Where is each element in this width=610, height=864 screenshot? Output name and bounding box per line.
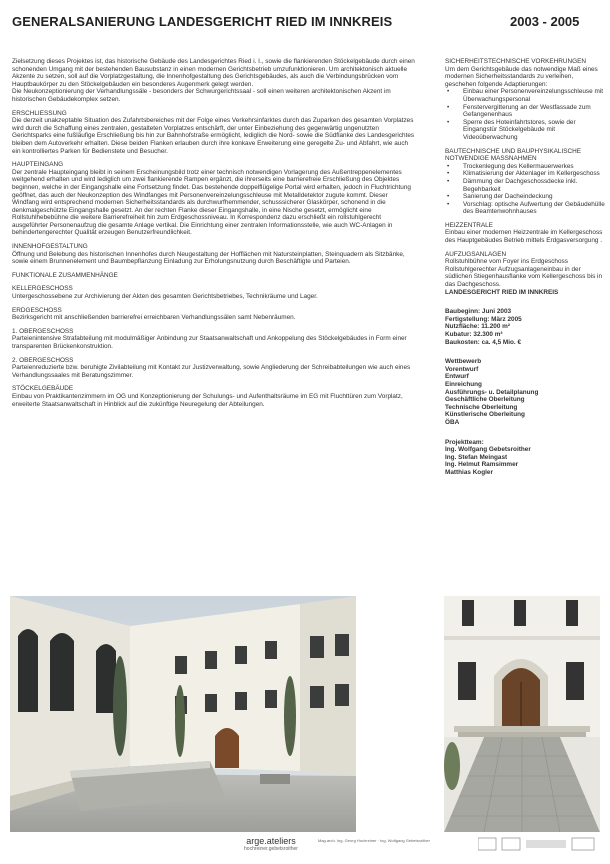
section-2	[12, 243, 416, 266]
left-column	[12, 58, 416, 414]
fact-line: Baukosten: ca. 4,5 Mio. €	[445, 338, 522, 346]
service-item: Geschäftliche Oberleitung	[445, 396, 525, 404]
fact-line: Fertigstellung: März 2005	[445, 315, 522, 323]
team-member: Ing. Stefan Meingast	[445, 453, 508, 461]
section-text: Bezirksgericht mit anschließenden barrierefrei erreichbaren Verhandlungssälen samt Nebenräumen.	[12, 314, 296, 322]
construction-item: • Klimatisierung der Aktenlager im Kellergeschoss	[445, 170, 605, 178]
footer-architects: Mag.arch. Ing. Georg Hochreiner · Ing. Wolfgang Gebetsroither	[318, 838, 430, 843]
safety-heading: SICHERHEITSTECHNISCHE VORKEHRUNGEN	[445, 58, 586, 65]
section-text: Untergeschossebene zur Archivierung der Akten des gesamten Gerichtsbetriebes, Technikräume und Lager.	[12, 293, 318, 301]
safety-item: • Sperre des Hoteinfahrtstores, sowie der Eingangstür Stöckelgebäude mit Videoüberwachung	[445, 119, 605, 142]
section-text: Parteienintensive Strafabteilung mit modulmäßiger Anbindung zur Staatsanwaltschaft und Ankoppelung des Stöckelgebäudes in Form einer transparenten Brückenkonstruktion.	[12, 335, 407, 350]
service-item: Ausführungs- u. Detailplanung	[445, 388, 539, 396]
courtyard-photo	[10, 596, 356, 832]
fact-line: Nutzfläche: 11.200 m²	[445, 323, 510, 331]
section-heading: HAUPTEINGANG	[12, 161, 64, 169]
footer-brand	[236, 836, 306, 852]
team-member: Ing. Helmut Ramsimmer	[445, 461, 519, 469]
section-heading: FUNKTIONALE ZUSAMMENHÄNGE	[12, 271, 118, 279]
section-3	[12, 272, 416, 280]
right-column	[445, 58, 605, 483]
safety-item: • Einbau einer Personenvereinzelungsschleuse mit Überwachungspersonal	[445, 88, 605, 103]
page-title: GENERALSANIERUNG LANDESGERICHT RIED IM INNKREIS	[12, 14, 393, 29]
project-title: LANDESGERICHT RIED IM INNKREIS	[445, 288, 559, 296]
section-text: Öffnung und Belebung des historischen Innenhofes durch Neugestaltung der Hofflächen mit Natursteinplatten, Steinquadern als Sitzbänke, sowie einem Brunnenelement und Baumbepflanzung Einladung zur Erholungsnutzung durch Beschäftigte und Parteien.	[12, 250, 405, 266]
section-text: Einbau von Praktikantenzimmern im OG und Konzeptionierung der Schulungs- und Aufenthaltsräume im EG mit Fluchttüren zum Vorplatz, erweiterte Staatsanwaltschaft in Hinblick auf die zukünftige Neuregelung der Abteilungen.	[12, 392, 403, 408]
section-text: Parteienreduzierte bzw. beruhigte Zivilabteilung mit Kontakt zur Justizverwaltung, sowie Angliederung der Schreibabteilungen wie auch eines Verhandlungssaales mit Beratungszimmer.	[12, 364, 411, 379]
entrance-photo	[444, 596, 600, 832]
section-heading: 1. OBERGESCHOSS	[12, 327, 74, 335]
elevator-text: Rollstuhlbühne vom Foyer ins Erdgeschoss Rollstuhlgerechter Aufzugsanlageneinbau in der südlichen Stiegenhausflanke vom Kellergeschoss bis in das Dachgeschoss.	[445, 258, 603, 289]
construction-item: • Sanierung der Dacheindeckung	[445, 193, 605, 201]
section-heading: STÖCKELGEBÄUDE	[12, 385, 74, 393]
section-5	[12, 307, 416, 322]
section-0	[12, 110, 416, 156]
construction-item: • Dämmung der Dachgeschossdecke inkl. Begehbarkeit	[445, 178, 605, 193]
section-text: Der zentrale Haupteingang bleibt in seinem Erscheinungsbild trotz einer technisch notwendigen Vorlagerung des Außentreppenelementes weitgehend erhalten und wird lediglich um zwei flankierende Rampen ergänzt, die ihrerseits eine barrierefreie Erschließung des Objektes beginnen, welche in der Eingangshalle eine Fortsetzung findet. Das bestehende doppelflügelige Portal wird erhalten, jedoch in Fluchtrichtung geöffnet, das auch der Neukonzeption des Windfanges mit Personenvereinzelungsschleuse mit Metalldetektor zugute kommt. Dieser Windfang wird entsprechend modernen Sicherheitsstandards als durchwurfhemmender, schusssicherer Glaskörper, schonend in die denkmalgeschützte Eingangshalle gesetzt. An der rechten Flanke dieser Eingangshalle, in eine Nische gesetzt, ermöglicht eine Rollstuhlhebebühne die weitere Barrierefreiheit hin zum Erdgeschossniveau. In Korrespondenz dazu erschließt ein rollstuhlgerecht ausgeführter Personenaufzug die gesamte Anlage vertikal. Die Einrichtung einer zentralen Informationsstelle, wie auch WC-Anlagen in behindertengerechter Qualität erzeugen Benutzerfreundlichkeit.	[12, 168, 411, 237]
service-item: Wettbewerb	[445, 358, 482, 366]
section-text: Die derzeit unakzeptable Situation des Zufahrtsbereiches mit der Folge eines Verkehrsinfarktes durch das Zuparken des gesamten Vorplatzes wird durch die Schaffung eines zentralen, gestalteten Vorplatzes entschärft, der unter Einbeziehung des gegenwärtig ungenutzten Gerichtsparks eine fußläufige Erschließung bis hin zur Bahnhofstraße ermöglicht, lediglich die Nord- sowie die Südflanke des Landesgerichtes bleiben dem Autoverkehr erhalten. Diese beiden Flanken erlauben durch ihre konkave Erweiterung eine geregelte Zu- und Abfahrt, wie auch ein kontrolliertes Parken für Bedienstete und Besucher.	[12, 117, 415, 155]
heating-text: Einbau einer modernen Heizzentrale im Kellergeschoss des Hauptgebäudes Betrieb mittels Erdgasversorgung .	[445, 229, 603, 245]
heating-heading: HEIZZENTRALE	[445, 221, 493, 229]
section-7	[12, 357, 416, 380]
safety-text: Um dem Gerichtsgebäude das notwendige Maß eines modernen Sicherheitsstandards zu verleihen, geschehen folgende Adaptierungen:	[445, 65, 598, 88]
fact-line: Baubeginn: Juni 2003	[445, 308, 512, 316]
section-heading: INNENHOFGESTALTUNG	[12, 243, 88, 251]
team-heading: Projektteam:	[445, 438, 484, 446]
footer-logos	[478, 836, 598, 852]
section-heading: ERDGESCHOSS	[12, 306, 62, 314]
team-member: Matthias Kogler	[445, 468, 493, 476]
section-6	[12, 328, 416, 351]
section-1	[12, 161, 416, 237]
construction-item: • Trockenlegung des Kellermauerwerkes	[445, 163, 605, 171]
construction-item: • Vorschlag: optische Aufwertung der Gebäudehülle des Beamtenwohnhauses	[445, 201, 605, 216]
construction-heading: BAUTECHNISCHE UND BAUPHYSIKALISCHE NOTWENDIGE MASSNAHMEN	[445, 147, 582, 163]
brand-subtitle: hochreiner.gebetsroither	[244, 846, 298, 852]
elevator-heading: AUFZUGSANLAGEN	[445, 250, 507, 258]
section-heading: 2. OBERGESCHOSS	[12, 356, 74, 364]
fact-line: Kubatur: 32.300 m³	[445, 331, 503, 338]
intro-text: Zielsetzung dieses Projektes ist, das historische Gebäude des Landesgerichtes Ried i. I., sowie die flankierenden Stöckelgebäude durch einen schonenden Umgang mit der bestehenden Bausubstanz in einen modernen Gerichtsbetrieb umzufunktionieren. Um architektonisch aktuelle Akzente zu setzen, soll auf die Vorplatzgestaltung, die Innenhofgestaltung des Gerichtsgebäudes, als auch die Verbindungsbrücken vom Hauptbaukörper zu den Stöckelgebäuden ein besonderes Augenmerk gelegt werden.	[12, 58, 415, 88]
section-8	[12, 385, 416, 408]
section-4	[12, 285, 416, 300]
section-heading: ERSCHLIESSUNG	[12, 109, 67, 117]
brand-name: arge.ateliers	[246, 836, 296, 846]
intro-text-2: Die Neukonzeptionierung der Verhandlungssäle - besonders der Schwurgerichtssaal - soll einen weiteren architektonischen Akzent im historischen Gebäudekomplex setzen.	[12, 88, 391, 103]
section-heading: KELLERGESCHOSS	[12, 285, 73, 293]
service-item: Technische Oberleitung	[445, 403, 518, 411]
project-years: 2003 - 2005	[510, 14, 580, 29]
service-item: Einreichung	[445, 380, 482, 388]
service-item: ÖBA	[445, 418, 460, 426]
service-item: Künstlerische Oberleitung	[445, 411, 525, 419]
team-member: Ing. Wolfgang Gebetsroither	[445, 446, 531, 454]
service-item: Entwurf	[445, 373, 469, 381]
service-item: Vorentwurf	[445, 365, 479, 373]
safety-item: • Fenstervergitterung an der Westfassade zum Gefangenenhaus	[445, 104, 605, 119]
